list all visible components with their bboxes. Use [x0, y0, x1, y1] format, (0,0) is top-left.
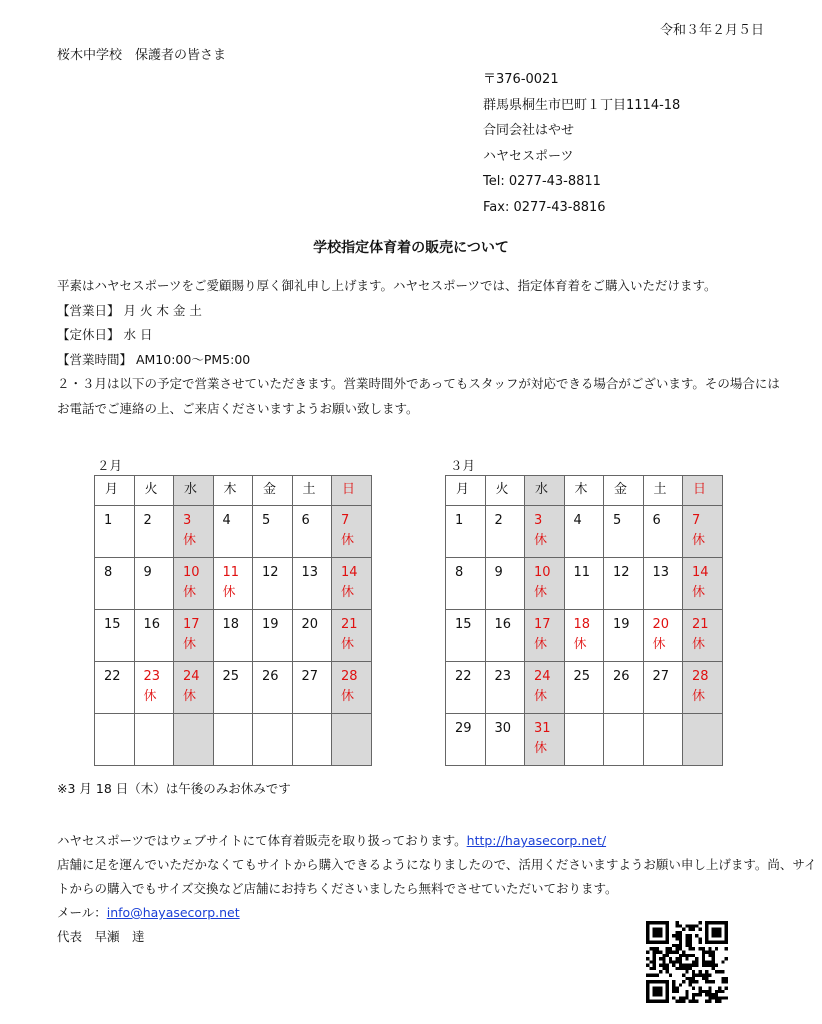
calendar-february	[94, 475, 372, 766]
weekday-header	[446, 476, 486, 506]
calendar-day-cell	[683, 610, 723, 662]
calendar-day-cell	[604, 714, 644, 766]
weekday-label: 月	[456, 482, 470, 497]
calendar-week-row	[446, 506, 723, 558]
closed-mark: 休	[534, 689, 548, 704]
mail-link[interactable]: info@hayasecorp.net	[106, 905, 240, 920]
calendar-day-cell	[174, 558, 214, 610]
calendar-day-cell	[253, 558, 293, 610]
day-number: 14	[692, 565, 709, 580]
calendar-day-cell	[134, 662, 174, 714]
calendar-day-cell	[564, 506, 604, 558]
weekday-header-row	[446, 476, 723, 506]
day-number: 20	[652, 617, 670, 632]
calendar-day-cell	[174, 662, 214, 714]
weekday-header	[213, 476, 253, 506]
day-number: 18	[222, 617, 240, 632]
day-number	[604, 714, 643, 720]
day-number: 23	[494, 669, 512, 684]
calendar-day-cell	[604, 610, 644, 662]
day-number: 11	[573, 565, 591, 580]
weekday-label: 水	[535, 482, 549, 497]
calendar-day-cell	[564, 714, 604, 766]
day-number: 27	[652, 669, 670, 684]
weekday-header-row	[95, 476, 372, 506]
weekday-header	[292, 476, 332, 506]
document-title: 学校指定体育着の販売について	[313, 240, 509, 256]
weekday-header	[643, 476, 683, 506]
day-number: 23	[143, 669, 161, 684]
mail-label: メール：	[57, 905, 107, 920]
calendar-day-cell	[134, 506, 174, 558]
calendar-week-row	[446, 662, 723, 714]
calendar-day-cell	[643, 506, 683, 558]
sender-tel: Tel: 0277-43-8811	[483, 174, 601, 189]
closed-mark: 休	[183, 533, 197, 548]
sender-address: 群馬県桐生市巴町１丁目1114-18	[483, 97, 681, 113]
sender-company: 合同会社はやせ	[483, 123, 575, 138]
day-number: 22	[455, 669, 472, 684]
day-number	[332, 714, 371, 720]
weekday-header	[525, 476, 565, 506]
calendar-day-cell	[95, 506, 135, 558]
day-number: 14	[341, 565, 358, 580]
calendar-day-cell	[213, 610, 253, 662]
calendar-day-cell	[213, 662, 253, 714]
day-number: 16	[143, 617, 161, 632]
closed-mark: 休	[341, 637, 355, 652]
day-number: 17	[534, 617, 551, 632]
day-number: 19	[613, 617, 630, 632]
calendar-day-cell	[134, 558, 174, 610]
weekday-header	[564, 476, 604, 506]
day-number: 3	[534, 513, 543, 528]
day-number: 8	[104, 565, 113, 580]
qr-code-icon	[646, 921, 728, 1003]
weekday-label: 木	[574, 482, 588, 497]
day-number: 22	[104, 669, 121, 684]
closed-mark: 休	[143, 689, 157, 704]
day-number: 16	[494, 617, 512, 632]
calendar-day-cell	[604, 662, 644, 714]
weekday-header	[253, 476, 293, 506]
calendar-day-cell	[446, 558, 486, 610]
calendar-day-cell	[213, 558, 253, 610]
calendar-day-cell	[174, 506, 214, 558]
day-number: 8	[455, 565, 464, 580]
calendar-day-cell	[95, 662, 135, 714]
day-number	[565, 714, 604, 720]
weekday-header	[332, 476, 372, 506]
day-number: 26	[262, 669, 279, 684]
body-text	[57, 274, 780, 421]
footer-website-text: ハヤセスポーツではウェブサイトにて体育着販売を取り扱っております。	[57, 833, 467, 848]
day-number: 5	[613, 513, 622, 528]
day-number: 15	[104, 617, 121, 632]
weekday-header	[134, 476, 174, 506]
closed-mark: 休	[692, 533, 706, 548]
closed-mark: 休	[534, 637, 548, 652]
calendar-day-cell	[95, 714, 135, 766]
document-date: 令和３年２月５日	[659, 23, 764, 38]
day-number: 21	[692, 617, 709, 632]
closed-mark: 休	[341, 585, 355, 600]
calendar-day-cell	[643, 714, 683, 766]
day-number: 1	[455, 513, 464, 528]
day-number: 30	[494, 721, 512, 736]
weekday-label: 日	[693, 482, 707, 497]
day-number: 7	[692, 513, 701, 528]
day-number: 9	[143, 565, 152, 580]
website-link[interactable]: http://hayasecorp.net/	[466, 833, 607, 848]
addressee: 桜木中学校 保護者の皆さま	[57, 48, 227, 63]
closed-mark: 休	[183, 637, 197, 652]
closed-mark: 休	[692, 585, 706, 600]
weekday-label: 土	[653, 482, 667, 497]
calendar-day-cell	[253, 714, 293, 766]
calendar-day-cell	[683, 714, 723, 766]
closed-mark: 休	[183, 585, 197, 600]
closed-mark: 休	[222, 585, 236, 600]
day-number: 13	[652, 565, 670, 580]
footer-line-2: 店舗に足を運んでいただかなくてもサイトから購入できるようになりましたので、活用くださいますようお願い申し上げます。尚、サイ	[57, 857, 817, 872]
calendar-day-cell	[485, 662, 525, 714]
calendar-day-cell	[292, 610, 332, 662]
signature: 代表 早瀬 達	[57, 929, 145, 944]
calendar-day-cell	[332, 714, 372, 766]
day-number: 27	[301, 669, 319, 684]
body-greeting: 平素はハヤセスポーツをご愛顧賜り厚く御礼申し上げます。ハヤセスポーツでは、指定体育着をご購入いただけます。	[57, 278, 717, 293]
day-number: 19	[262, 617, 279, 632]
day-number: 4	[222, 513, 231, 528]
calendar-day-cell	[213, 506, 253, 558]
day-number: 18	[573, 617, 591, 632]
closed-mark: 休	[573, 637, 587, 652]
day-number: 10	[183, 565, 200, 580]
day-number: 5	[262, 513, 271, 528]
day-number: 6	[652, 513, 661, 528]
calendar-week-row	[95, 662, 372, 714]
calendar-day-cell	[332, 610, 372, 662]
day-number: 24	[534, 669, 551, 684]
calendar-day-cell	[174, 610, 214, 662]
day-number: 7	[341, 513, 350, 528]
calendar-day-cell	[564, 610, 604, 662]
day-number: 15	[455, 617, 472, 632]
day-number: 24	[183, 669, 200, 684]
day-number	[683, 714, 722, 720]
closed-mark: 休	[341, 689, 355, 704]
calendar-mar-label: ３月	[450, 458, 476, 473]
day-number	[293, 714, 332, 720]
closed-mark: 休	[341, 533, 355, 548]
day-number: 25	[573, 669, 591, 684]
calendar-day-cell	[564, 662, 604, 714]
calendar-day-cell	[485, 506, 525, 558]
sender-shop: ハヤセスポーツ	[483, 148, 574, 164]
closed-mark: 休	[692, 689, 706, 704]
calendar-day-cell	[95, 610, 135, 662]
calendar-day-cell	[332, 558, 372, 610]
day-number: 26	[613, 669, 630, 684]
weekday-header	[95, 476, 135, 506]
calendar-day-cell	[525, 662, 565, 714]
weekday-label: 木	[223, 482, 237, 497]
weekday-label: 火	[144, 482, 158, 497]
business-hours: 【営業時間】 AM10:00～PM5:00	[57, 351, 251, 367]
calendar-day-cell	[643, 662, 683, 714]
calendar-day-cell	[446, 714, 486, 766]
calendar-day-cell	[604, 506, 644, 558]
calendar-day-cell	[292, 662, 332, 714]
day-number	[135, 714, 174, 720]
day-number: 3	[183, 513, 192, 528]
footer-line-3: トからの購入でもサイズ交換など店舗にお持ちくださいましたら無料でさせていただいております。	[57, 881, 618, 896]
day-number: 31	[534, 721, 551, 736]
calendar-week-row	[95, 558, 372, 610]
calendar-day-cell	[525, 610, 565, 662]
sender-block	[483, 67, 680, 220]
calendar-day-cell	[253, 506, 293, 558]
day-number: 21	[341, 617, 358, 632]
day-number	[95, 714, 134, 720]
closed-mark: 休	[652, 637, 666, 652]
day-number: 20	[301, 617, 319, 632]
closed-mark: 休	[534, 585, 548, 600]
weekday-header	[604, 476, 644, 506]
closed-days: 【定休日】 水 日	[57, 327, 153, 342]
day-number: 6	[301, 513, 310, 528]
day-number: 1	[104, 513, 113, 528]
calendar-day-cell	[174, 714, 214, 766]
day-number: 9	[494, 565, 503, 580]
calendar-day-cell	[525, 714, 565, 766]
calendar-day-cell	[643, 558, 683, 610]
day-number: 13	[301, 565, 319, 580]
calendar-day-cell	[485, 558, 525, 610]
footer-website-line	[57, 829, 817, 853]
calendar-day-cell	[604, 558, 644, 610]
calendar-day-cell	[446, 506, 486, 558]
day-number: 10	[534, 565, 551, 580]
weekday-label: 金	[263, 482, 277, 497]
calendar-day-cell	[213, 714, 253, 766]
calendar-day-cell	[525, 506, 565, 558]
weekday-label: 土	[302, 482, 316, 497]
sender-fax: Fax: 0277-43-8816	[483, 199, 606, 215]
weekday-label: 日	[342, 482, 356, 497]
day-number: 4	[573, 513, 582, 528]
day-number: 2	[143, 513, 152, 528]
calendar-day-cell	[446, 662, 486, 714]
calendar-week-row	[95, 714, 372, 766]
day-number: 12	[613, 565, 630, 580]
day-number	[174, 714, 213, 720]
calendar-march	[445, 475, 723, 766]
calendar-day-cell	[332, 506, 372, 558]
calendar-day-cell	[683, 558, 723, 610]
calendar-day-cell	[95, 558, 135, 610]
calendar-footnote: ※3 月 18 日（木）は午後のみお休みです	[57, 781, 291, 796]
calendar-day-cell	[485, 714, 525, 766]
day-number: 25	[222, 669, 240, 684]
day-number: 28	[341, 669, 358, 684]
calendar-day-cell	[643, 610, 683, 662]
closed-mark: 休	[534, 741, 548, 756]
day-number: 2	[494, 513, 503, 528]
sender-postal: 〒376-0021	[483, 72, 559, 87]
business-days: 【営業日】 月 火 木 金 土	[57, 302, 202, 318]
day-number: 28	[692, 669, 709, 684]
calendar-day-cell	[525, 558, 565, 610]
calendar-week-row	[446, 610, 723, 662]
calendar-day-cell	[485, 610, 525, 662]
day-number: 11	[222, 565, 240, 580]
calendar-day-cell	[292, 506, 332, 558]
weekday-label: 火	[495, 482, 509, 497]
weekday-header	[683, 476, 723, 506]
calendar-day-cell	[446, 610, 486, 662]
calendar-day-cell	[683, 506, 723, 558]
calendar-week-row	[95, 610, 372, 662]
weekday-header	[485, 476, 525, 506]
day-number	[214, 714, 253, 720]
calendar-day-cell	[292, 714, 332, 766]
calendar-day-cell	[253, 662, 293, 714]
closed-mark: 休	[534, 533, 548, 548]
body-contact-note: お電話でご連絡の上、ご来店くださいますようお願い致します。	[57, 400, 419, 416]
calendar-week-row	[446, 714, 723, 766]
calendar-day-cell	[134, 714, 174, 766]
calendar-day-cell	[292, 558, 332, 610]
calendar-day-cell	[134, 610, 174, 662]
calendar-week-row	[95, 506, 372, 558]
day-number	[253, 714, 292, 720]
day-number: 17	[183, 617, 200, 632]
weekday-label: 金	[614, 482, 628, 497]
day-number	[644, 714, 683, 720]
calendar-day-cell	[683, 662, 723, 714]
calendar-day-cell	[564, 558, 604, 610]
day-number: 12	[262, 565, 279, 580]
weekday-header	[174, 476, 214, 506]
weekday-label: 水	[184, 482, 198, 497]
closed-mark: 休	[183, 689, 197, 704]
closed-mark: 休	[692, 637, 706, 652]
body-schedule-note: ２・３月は以下の予定で営業させていただきます。営業時間外であってもスタッフが対応できる場合がございます。その場合には	[57, 376, 780, 391]
weekday-label: 月	[105, 482, 119, 497]
calendar-week-row	[446, 558, 723, 610]
day-number: 29	[455, 721, 472, 736]
calendar-day-cell	[332, 662, 372, 714]
calendar-day-cell	[253, 610, 293, 662]
calendar-feb-label: ２月	[97, 458, 123, 473]
